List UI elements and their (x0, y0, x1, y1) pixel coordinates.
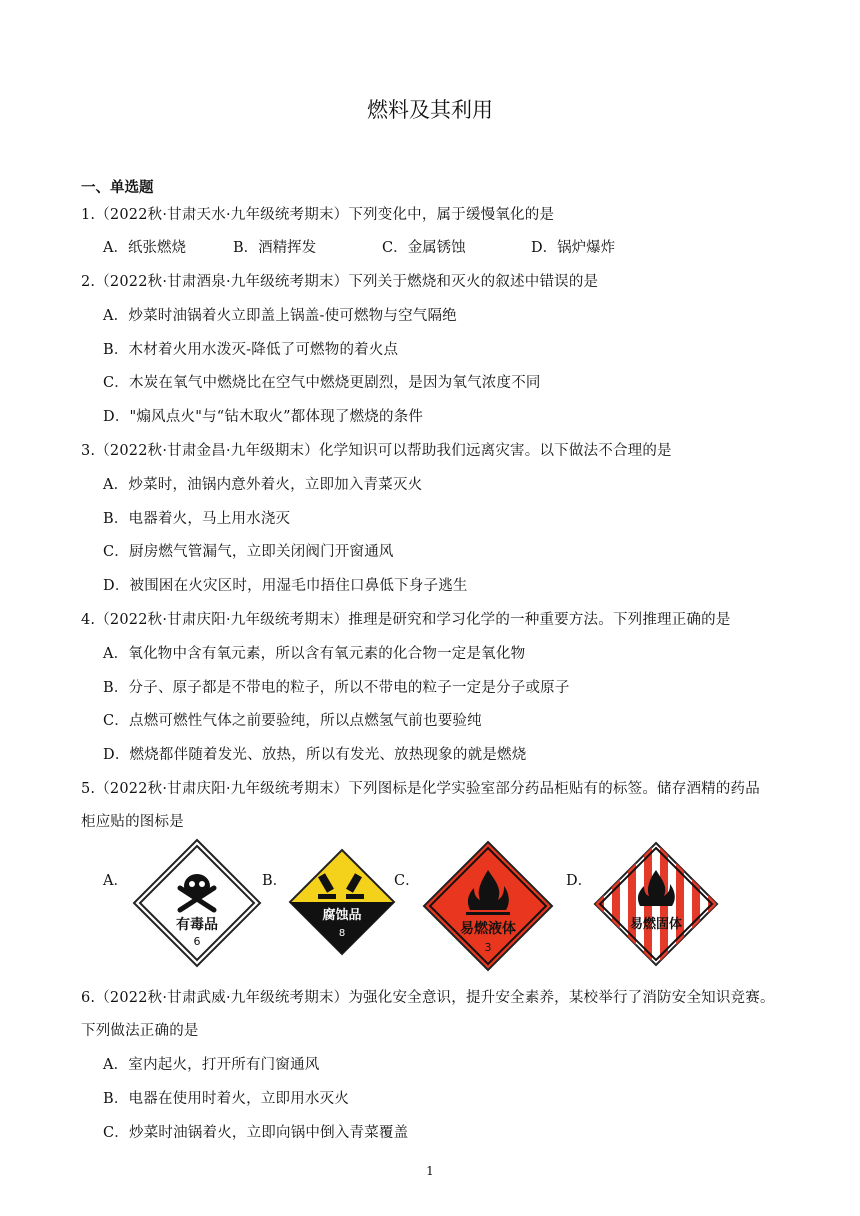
question-2-option-d: D．"煽风点火"与“钻木取火”都体现了燃烧的条件 (103, 409, 424, 425)
flammable-liquid-sign-icon (422, 840, 554, 972)
corrosive-sign-icon (288, 848, 396, 956)
question-6-stem-line2: 下列做法正确的是 (81, 1023, 199, 1039)
section-heading: 一、单选题 (81, 180, 154, 196)
sign-a-number: 6 (193, 935, 201, 948)
question-5-option-d: D． (566, 873, 593, 889)
sign-b-number: 8 (338, 928, 346, 939)
question-6-option-a: A．室内起火，打开所有门窗通风 (103, 1057, 320, 1073)
sign-a-text: 有毒品 (176, 917, 218, 933)
question-1-option-c: C．金属锈蚀 (382, 240, 466, 256)
page-number: 1 (426, 1164, 434, 1178)
sign-d-text: 易燃固体 (629, 917, 683, 932)
question-4-option-a: A．氧化物中含有氧元素，所以含有氧元素的化合物一定是氧化物 (103, 646, 526, 662)
question-2-option-a: A．炒菜时油锅着火立即盖上锅盖-使可燃物与空气隔绝 (103, 308, 457, 324)
question-6-option-c: C．炒菜时油锅着火，立即向锅中倒入青菜覆盖 (103, 1125, 409, 1141)
question-2-stem: 2.（2022秋·甘肃酒泉·九年级统考期末）下列关于燃烧和灭火的叙述中错误的是 (81, 274, 599, 290)
question-3-option-c: C．厨房燃气管漏气，立即关闭阀门开窗通风 (103, 544, 394, 560)
question-1-option-a: A．纸张燃烧 (103, 240, 186, 256)
question-3-stem: 3.（2022秋·甘肃金昌·九年级期末）化学知识可以帮助我们远离灾害。以下做法不合理的是 (81, 443, 672, 459)
question-6-stem-line1: 6.（2022秋·甘肃武威·九年级统考期末）为强化安全意识，提升安全素养，某校举行了消防安全知识竞赛。 (81, 990, 775, 1006)
question-5-stem-line1: 5.（2022秋·甘肃庆阳·九年级统考期末）下列图标是化学实验室部分药品柜贴有的标签。储存酒精的药品 (81, 781, 760, 797)
question-1-option-d: D．锅炉爆炸 (531, 240, 616, 256)
question-5-stem-line2: 柜应贴的图标是 (81, 814, 184, 830)
page-title: 燃料及其利用 (367, 98, 493, 122)
question-1-stem: 1.（2022秋·甘肃天水·九年级统考期末）下列变化中，属于缓慢氧化的是 (81, 207, 555, 223)
question-4-stem: 4.（2022秋·甘肃庆阳·九年级统考期末）推理是研究和学习化学的一种重要方法。下列推理正确的是 (81, 612, 731, 628)
question-5-option-c: C． (394, 873, 420, 889)
sign-c-number: 3 (484, 941, 492, 954)
question-3-option-a: A．炒菜时，油锅内意外着火，立即加入青菜灭火 (103, 477, 423, 493)
question-3-option-d: D．被围困在火灾区时，用湿毛巾捂住口鼻低下身子逃生 (103, 578, 468, 594)
question-6-option-b: B．电器在使用时着火，立即用水灭火 (103, 1091, 350, 1107)
sign-c-text: 易燃液体 (460, 921, 516, 937)
toxic-sign-icon (132, 838, 262, 968)
question-4-option-b: B．分子、原子都是不带电的粒子，所以不带电的粒子一定是分子或原子 (103, 680, 570, 696)
question-3-option-b: B．电器着火，马上用水浇灭 (103, 511, 291, 527)
question-4-option-c: C．点燃可燃性气体之前要验纯，所以点燃氢气前也要验纯 (103, 713, 482, 729)
question-5-option-a: A． (103, 873, 128, 889)
sign-d-number: 4 (652, 936, 660, 949)
question-1-option-b: B．酒精挥发 (233, 240, 317, 256)
question-2-option-c: C．木炭在氧气中燃烧比在空气中燃烧更剧烈，是因为氧气浓度不同 (103, 375, 541, 391)
sign-b-text: 腐蚀品 (322, 908, 362, 923)
question-5-option-b: B． (262, 873, 288, 889)
flammable-solid-sign-icon (592, 840, 720, 968)
question-2-option-b: B．木材着火用水泼灭-降低了可燃物的着火点 (103, 342, 399, 358)
question-4-option-d: D．燃烧都伴随着发光、放热，所以有发光、放热现象的就是燃烧 (103, 747, 527, 763)
